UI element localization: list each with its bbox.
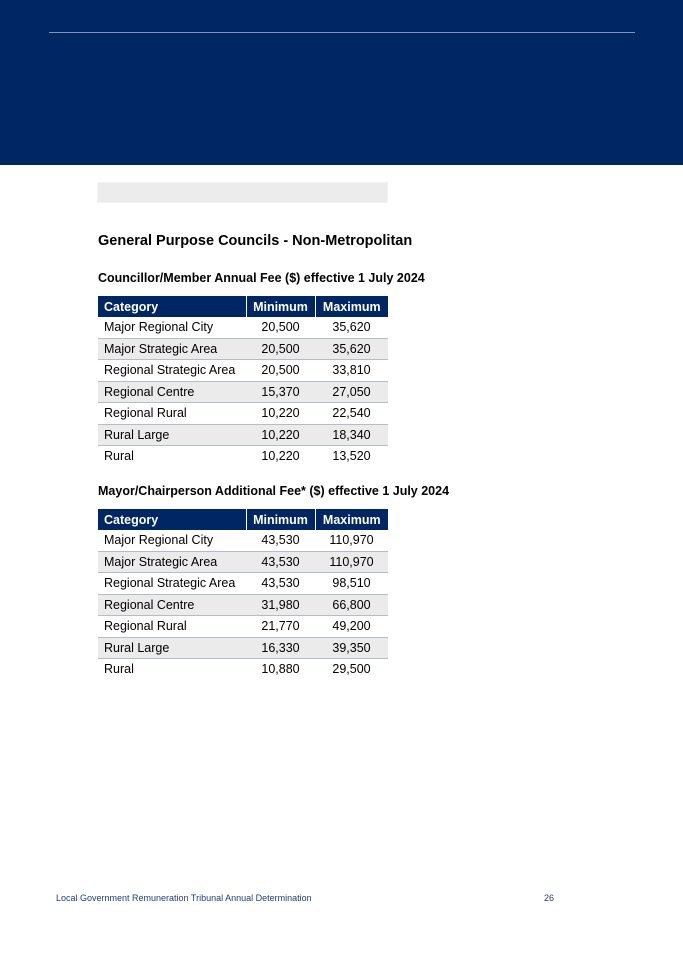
- category-cell: Regional Centre: [98, 381, 246, 403]
- category-cell: Regional Centre: [98, 594, 246, 616]
- header-category: Category: [98, 509, 246, 530]
- maximum-cell: 33,810: [315, 360, 388, 382]
- mayor-fee-table-title: Mayor/Chairperson Additional Fee* ($) effective 1 July 2024: [98, 484, 450, 498]
- category-cell: Regional Rural: [98, 616, 246, 638]
- minimum-cell: 20,500: [246, 338, 315, 360]
- table-row: [98, 551, 388, 573]
- minimum-cell: 10,880: [261, 662, 300, 677]
- minimum-cell: 20,500: [246, 317, 315, 338]
- table-row: [98, 573, 388, 595]
- maximum-cell: 13,520: [332, 449, 371, 464]
- category-cell: Regional Rural: [98, 403, 246, 425]
- minimum-cell: 10,220: [246, 403, 315, 425]
- header-minimum: Minimum: [246, 509, 315, 530]
- minimum-cell: 10,220: [261, 449, 300, 464]
- category-cell: Rural: [104, 449, 134, 464]
- table-row: [98, 659, 388, 680]
- redacted-heading-bar: [98, 183, 387, 202]
- table-row: [98, 381, 388, 403]
- category-cell: Rural Large: [98, 637, 246, 659]
- header-category: Category: [98, 296, 246, 317]
- minimum-cell: 10,220: [246, 424, 315, 446]
- maximum-cell: 98,510: [315, 573, 388, 595]
- minimum-cell: 43,530: [246, 551, 315, 573]
- category-cell: Major Strategic Area: [98, 551, 246, 573]
- header-maximum: Maximum: [315, 296, 388, 317]
- category-cell: Major Regional City: [98, 317, 246, 338]
- maximum-cell: 18,340: [315, 424, 388, 446]
- minimum-cell: 20,500: [246, 360, 315, 382]
- minimum-cell: 21,770: [246, 616, 315, 638]
- table-row: [98, 637, 388, 659]
- minimum-cell: 43,530: [246, 573, 315, 595]
- table-row: [98, 403, 388, 425]
- maximum-cell: 49,200: [315, 616, 388, 638]
- table-row: [98, 317, 388, 338]
- maximum-cell: 39,350: [315, 637, 388, 659]
- maximum-cell: 29,500: [332, 662, 371, 677]
- maximum-cell: 110,970: [315, 551, 388, 573]
- banner-divider: [49, 32, 635, 33]
- category-cell: Rural: [104, 662, 134, 677]
- header-banner: [0, 0, 683, 165]
- table-header-row: [98, 296, 388, 317]
- category-cell: Regional Strategic Area: [98, 360, 246, 382]
- maximum-cell: 110,970: [315, 530, 388, 551]
- category-cell: Major Strategic Area: [98, 338, 246, 360]
- maximum-cell: 35,620: [315, 338, 388, 360]
- councillor-fee-table-title: Councillor/Member Annual Fee ($) effective 1 July 2024: [98, 271, 425, 285]
- table-row: [98, 338, 388, 360]
- minimum-cell: 15,370: [246, 381, 315, 403]
- category-cell: Rural Large: [98, 424, 246, 446]
- category-cell: Regional Strategic Area: [98, 573, 246, 595]
- table-row: [98, 446, 388, 467]
- minimum-cell: 31,980: [246, 594, 315, 616]
- mayor-fee-table: [98, 509, 388, 680]
- table-row: [98, 424, 388, 446]
- maximum-cell: 22,540: [315, 403, 388, 425]
- category-cell: Major Regional City: [98, 530, 246, 551]
- maximum-cell: 27,050: [315, 381, 388, 403]
- minimum-cell: 16,330: [246, 637, 315, 659]
- table-row: [98, 594, 388, 616]
- footer-document-title: Local Government Remuneration Tribunal Annual Determination: [56, 893, 312, 903]
- councillor-fee-table: [98, 296, 388, 467]
- maximum-cell: 66,800: [315, 594, 388, 616]
- maximum-cell: 35,620: [315, 317, 388, 338]
- table-row: [98, 360, 388, 382]
- header-minimum: Minimum: [246, 296, 315, 317]
- section-title: General Purpose Councils - Non-Metropolitan: [98, 233, 413, 249]
- table-row: [98, 616, 388, 638]
- minimum-cell: 43,530: [246, 530, 315, 551]
- page-number: 26: [544, 893, 555, 903]
- table-row: [98, 530, 388, 551]
- header-maximum: Maximum: [315, 509, 388, 530]
- table-header-row: [98, 509, 388, 530]
